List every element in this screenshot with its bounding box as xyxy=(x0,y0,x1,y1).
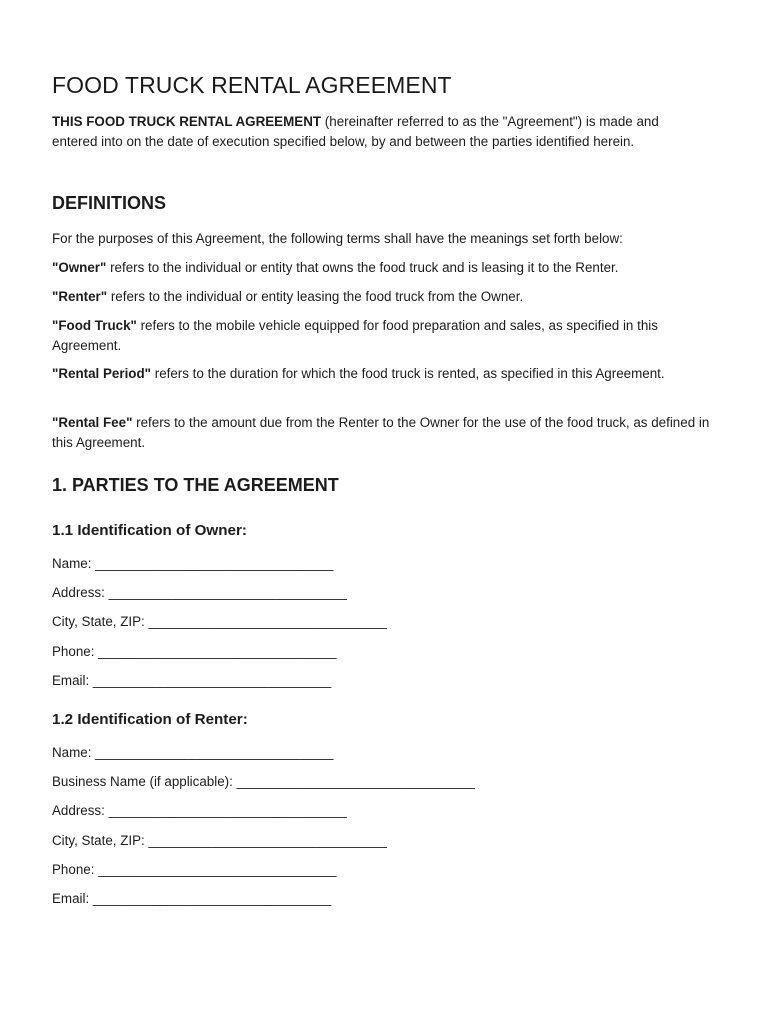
owner-city-state-zip-field: City, State, ZIP: ________________________________ xyxy=(52,614,387,629)
section-1-heading: 1. PARTIES TO THE AGREEMENT xyxy=(52,475,339,495)
document-title: FOOD TRUCK RENTAL AGREEMENT xyxy=(52,72,452,98)
renter-business-name-field: Business Name (if applicable): ________________________________ xyxy=(52,774,475,789)
renter-phone-field: Phone: ________________________________ xyxy=(52,862,337,877)
definition-term: "Rental Fee" xyxy=(52,415,133,430)
renter-city-state-zip-field: City, State, ZIP: ________________________________ xyxy=(52,833,387,848)
definition-text: refers to the individual or entity leasing the food truck from the Owner. xyxy=(107,289,524,304)
renter-name-field: Name: ________________________________ xyxy=(52,745,334,760)
definition-owner xyxy=(52,258,717,278)
definition-text: refers to the mobile vehicle equipped for food preparation and sales, as specified in this Agreement. xyxy=(52,318,658,353)
definition-term: "Owner" xyxy=(52,260,107,275)
definition-term: "Rental Period" xyxy=(52,366,152,381)
definition-renter xyxy=(52,287,717,307)
definition-food-truck xyxy=(52,316,717,355)
definition-text: refers to the individual or entity that owns the food truck and is leasing it to the Renter. xyxy=(106,260,619,275)
definition-text: refers to the duration for which the food truck is rented, as specified in this Agreement. xyxy=(151,366,665,381)
intro-paragraph xyxy=(52,112,702,151)
intro-lead: THIS FOOD TRUCK RENTAL AGREEMENT xyxy=(52,114,322,129)
owner-email-field: Email: ________________________________ xyxy=(52,673,332,688)
owner-address-field: Address: ________________________________ xyxy=(52,585,347,600)
definition-rental-period xyxy=(52,364,717,384)
renter-identification-heading: 1.2 Identification of Renter: xyxy=(52,711,248,728)
definitions-intro: For the purposes of this Agreement, the following terms shall have the meanings set forth below: xyxy=(52,231,623,246)
renter-email-field: Email: ________________________________ xyxy=(52,891,332,906)
definition-text: refers to the amount due from the Renter to the Owner for the use of the food truck, as defined in this Agreement. xyxy=(52,415,710,450)
definition-term: "Food Truck" xyxy=(52,318,137,333)
owner-name-field: Name: ________________________________ xyxy=(52,556,334,571)
definition-rental-fee xyxy=(52,413,717,452)
renter-address-field: Address: ________________________________ xyxy=(52,803,347,818)
definition-term: "Renter" xyxy=(52,289,108,304)
owner-identification-heading: 1.1 Identification of Owner: xyxy=(52,522,247,539)
owner-phone-field: Phone: ________________________________ xyxy=(52,644,337,659)
definitions-heading: DEFINITIONS xyxy=(52,193,167,213)
intro-text: (hereinafter referred to as the "Agreement") is made and entered into on the date of execution specified below, by and between the parties identified herein. xyxy=(52,114,659,149)
